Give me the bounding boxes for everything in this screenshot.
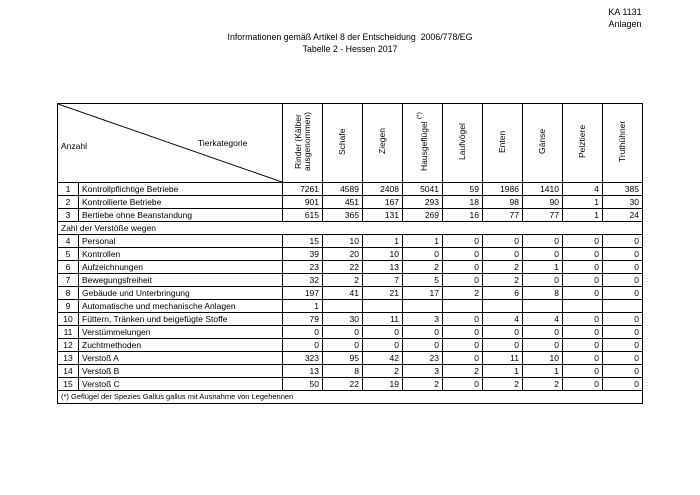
cell-value: 95 <box>323 352 363 365</box>
cell-value: 77 <box>483 209 523 222</box>
table-row <box>58 300 643 313</box>
cell-value: 615 <box>283 209 323 222</box>
cell-value: 16 <box>443 209 483 222</box>
row-label: Füttern, Tränken und beigefügte Stoffe <box>79 313 283 326</box>
cell-value: 4 <box>483 313 523 326</box>
table-header-row <box>58 104 643 183</box>
corner-reference <box>575 6 675 30</box>
cell-value: 1 <box>523 365 563 378</box>
table-row <box>58 365 643 378</box>
diagonal-divider-line <box>58 104 282 182</box>
table-row <box>58 274 643 287</box>
cell-value: 0 <box>603 235 643 248</box>
cell-value: 0 <box>443 352 483 365</box>
cell-value: 1410 <box>523 183 563 196</box>
row-label: Bertiebe ohne Beanstandung <box>79 209 283 222</box>
cell-value: 1 <box>563 209 603 222</box>
row-number: 7 <box>58 274 79 287</box>
row-label: Aufzeichnungen <box>79 261 283 274</box>
cell-value: 0 <box>443 313 483 326</box>
cell-value: 0 <box>443 261 483 274</box>
cell-value: 2 <box>443 287 483 300</box>
cell-value: 10 <box>363 248 403 261</box>
row-number: 12 <box>58 339 79 352</box>
cell-value: 77 <box>523 209 563 222</box>
cell-value: 50 <box>283 378 323 391</box>
hausgefluegel-footnote-marker: (*) <box>415 112 423 119</box>
cell-value: 4 <box>563 183 603 196</box>
table-row <box>58 196 643 209</box>
cell-value: 0 <box>563 378 603 391</box>
table-row <box>58 339 643 352</box>
table-row <box>58 235 643 248</box>
cell-value: 0 <box>323 326 363 339</box>
title-line2: Tabelle 2 - Hessen 2017 <box>302 44 398 54</box>
cell-value: 0 <box>283 339 323 352</box>
cell-value: 0 <box>563 313 603 326</box>
row-label: Kontrollen <box>79 248 283 261</box>
cell-value: 2 <box>323 274 363 287</box>
row-number: 4 <box>58 235 79 248</box>
cell-value: 197 <box>283 287 323 300</box>
corner-ref-line2: Anlagen <box>608 19 642 29</box>
cell-value <box>363 300 403 313</box>
cell-value: 13 <box>363 261 403 274</box>
cell-value: 0 <box>563 352 603 365</box>
cell-value: 42 <box>363 352 403 365</box>
cell-value: 269 <box>403 209 443 222</box>
cell-value: 0 <box>563 261 603 274</box>
row-label: Bewegungsfreiheit <box>79 274 283 287</box>
row-label: Gebäude und Unterbringung <box>79 287 283 300</box>
cell-value: 18 <box>443 196 483 209</box>
cell-value <box>603 300 643 313</box>
cell-value: 0 <box>603 248 643 261</box>
column-header-rinder-label: Rinder (Kälber ausgenommen) <box>292 111 312 172</box>
cell-value: 10 <box>523 352 563 365</box>
table-row <box>58 352 643 365</box>
cell-value: 0 <box>603 378 643 391</box>
cell-value: 0 <box>483 339 523 352</box>
row-label: Kontrollierte Betriebe <box>79 196 283 209</box>
document-title <box>0 31 700 55</box>
cell-value <box>523 300 563 313</box>
row-number: 14 <box>58 365 79 378</box>
cell-value: 0 <box>523 235 563 248</box>
column-header-laufvoegel <box>443 104 483 183</box>
cell-value: 2 <box>403 261 443 274</box>
cell-value: 21 <box>363 287 403 300</box>
cell-value: 0 <box>563 248 603 261</box>
cell-value: 22 <box>323 378 363 391</box>
column-header-truthuehner <box>603 104 643 183</box>
cell-value <box>563 300 603 313</box>
cell-value <box>323 300 363 313</box>
tierkategorie-label: Tierkategorie <box>198 138 248 148</box>
cell-value: 2 <box>403 378 443 391</box>
row-number: 13 <box>58 352 79 365</box>
cell-value: 0 <box>603 365 643 378</box>
cell-value: 2408 <box>363 183 403 196</box>
table-row <box>58 183 643 196</box>
cell-value: 0 <box>563 326 603 339</box>
cell-value: 2 <box>523 378 563 391</box>
cell-value: 7261 <box>283 183 323 196</box>
section-footnote <box>58 391 643 404</box>
column-header-hausgefluegel <box>403 104 443 183</box>
cell-value: 0 <box>523 274 563 287</box>
cell-value: 0 <box>603 339 643 352</box>
cell-value: 6 <box>483 287 523 300</box>
cell-value: 385 <box>603 183 643 196</box>
cell-value: 901 <box>283 196 323 209</box>
table-row <box>58 287 643 300</box>
row-number: 3 <box>58 209 79 222</box>
cell-value: 32 <box>283 274 323 287</box>
row-label: Kontrollpflichtige Betriebe <box>79 183 283 196</box>
cell-value: 0 <box>443 248 483 261</box>
cell-value: 0 <box>603 313 643 326</box>
cell-value: 0 <box>323 339 363 352</box>
cell-value: 1986 <box>483 183 523 196</box>
cell-value <box>403 300 443 313</box>
column-header-pelztiere <box>563 104 603 183</box>
row-label: Verstoß B <box>79 365 283 378</box>
footnote-row <box>58 391 643 404</box>
table-row <box>58 248 643 261</box>
footnote-text: (*) Geflügel der Spezies Gallus gallus mit Ausnahme von Legehennen <box>58 391 643 404</box>
cell-value: 323 <box>283 352 323 365</box>
cell-value: 23 <box>403 352 443 365</box>
cell-value: 4 <box>523 313 563 326</box>
cell-value: 19 <box>363 378 403 391</box>
column-header-truthuehner-label: Truthühner <box>617 120 627 163</box>
cell-value: 24 <box>603 209 643 222</box>
row-number: 8 <box>58 287 79 300</box>
cell-value: 1 <box>363 235 403 248</box>
cell-value: 0 <box>483 248 523 261</box>
section-separator-label: Zahl der Verstöße wegen <box>58 222 643 235</box>
cell-value: 15 <box>283 235 323 248</box>
cell-value: 8 <box>523 287 563 300</box>
cell-value: 90 <box>523 196 563 209</box>
cell-value: 131 <box>363 209 403 222</box>
hausgefluegel-text: Hausgeflügel <box>418 121 429 171</box>
cell-value: 0 <box>603 261 643 274</box>
row-label: Verstümmelungen <box>79 326 283 339</box>
column-header-rinder <box>283 104 323 183</box>
cell-value: 451 <box>323 196 363 209</box>
cell-value: 293 <box>403 196 443 209</box>
row-number: 10 <box>58 313 79 326</box>
column-header-enten <box>483 104 523 183</box>
cell-value: 3 <box>403 313 443 326</box>
cell-value: 0 <box>443 326 483 339</box>
cell-value: 1 <box>563 196 603 209</box>
cell-value: 0 <box>523 339 563 352</box>
cell-value: 0 <box>603 274 643 287</box>
cell-value: 1 <box>483 365 523 378</box>
cell-value: 0 <box>563 287 603 300</box>
cell-value: 0 <box>563 339 603 352</box>
cell-value: 5 <box>403 274 443 287</box>
row-number: 11 <box>58 326 79 339</box>
cell-value: 79 <box>283 313 323 326</box>
title-line1: Informationen gemäß Artikel 8 der Entscheidung 2006/778/EG <box>227 32 473 42</box>
cell-value: 0 <box>523 326 563 339</box>
cell-value: 5041 <box>403 183 443 196</box>
table-row <box>58 378 643 391</box>
cell-value: 0 <box>563 235 603 248</box>
animal-welfare-table <box>57 103 643 404</box>
column-header-schafe-label: Schafe <box>337 128 347 155</box>
row-number: 2 <box>58 196 79 209</box>
cell-value: 30 <box>603 196 643 209</box>
row-label: Automatische und mechanische Anlagen <box>79 300 283 313</box>
cell-value: 2 <box>483 378 523 391</box>
cell-value: 41 <box>323 287 363 300</box>
cell-value: 0 <box>603 352 643 365</box>
cell-value: 1 <box>403 235 443 248</box>
row-number: 6 <box>58 261 79 274</box>
cell-value: 11 <box>363 313 403 326</box>
column-header-enten-label: Enten <box>497 130 507 153</box>
section-betriebe <box>58 183 643 222</box>
cell-value: 0 <box>363 339 403 352</box>
cell-value: 7 <box>363 274 403 287</box>
cell-value: 167 <box>363 196 403 209</box>
cell-value: 2 <box>443 365 483 378</box>
corner-ref-line1: KA 1131 <box>608 7 642 17</box>
anzahl-label: Anzahl <box>61 141 87 151</box>
row-number: 15 <box>58 378 79 391</box>
table-row <box>58 209 643 222</box>
cell-value: 0 <box>443 339 483 352</box>
cell-value: 23 <box>283 261 323 274</box>
cell-value: 20 <box>323 248 363 261</box>
row-number: 9 <box>58 300 79 313</box>
row-number: 1 <box>58 183 79 196</box>
row-label: Verstoß A <box>79 352 283 365</box>
column-header-ziegen-label: Ziegen <box>377 128 387 155</box>
column-header-hausgefluegel-label <box>417 105 429 178</box>
column-header-gaense-label: Gänse <box>537 128 547 155</box>
cell-value: 2 <box>363 365 403 378</box>
column-header-pelztiere-label: Pelztiere <box>577 124 587 159</box>
cell-value: 39 <box>283 248 323 261</box>
column-header-laufvoegel-label: Laufvögel <box>457 123 467 160</box>
cell-value: 0 <box>403 248 443 261</box>
row-label: Personal <box>79 235 283 248</box>
cell-value: 365 <box>323 209 363 222</box>
cell-value: 17 <box>403 287 443 300</box>
column-header-schafe <box>323 104 363 183</box>
cell-value: 30 <box>323 313 363 326</box>
cell-value: 59 <box>443 183 483 196</box>
table-row <box>58 326 643 339</box>
cell-value: 4589 <box>323 183 363 196</box>
cell-value: 0 <box>443 235 483 248</box>
row-number: 5 <box>58 248 79 261</box>
cell-value: 0 <box>483 235 523 248</box>
row-label: Verstoß C <box>79 378 283 391</box>
cell-value: 2 <box>483 274 523 287</box>
cell-value <box>443 300 483 313</box>
cell-value: 1 <box>523 261 563 274</box>
section-verstoesse-header <box>58 222 643 235</box>
cell-value: 1 <box>283 300 323 313</box>
table-row <box>58 261 643 274</box>
cell-value: 0 <box>283 326 323 339</box>
cell-value: 2 <box>483 261 523 274</box>
cell-value: 0 <box>523 248 563 261</box>
cell-value: 0 <box>603 326 643 339</box>
cell-value: 22 <box>323 261 363 274</box>
cell-value <box>483 300 523 313</box>
column-header-ziegen <box>363 104 403 183</box>
row-label: Zuchtmethoden <box>79 339 283 352</box>
cell-value: 0 <box>403 339 443 352</box>
cell-value: 0 <box>443 378 483 391</box>
cell-value: 3 <box>403 365 443 378</box>
table-row <box>58 313 643 326</box>
cell-value: 0 <box>443 274 483 287</box>
section-verstoesse <box>58 235 643 391</box>
cell-value: 0 <box>603 287 643 300</box>
cell-value: 0 <box>483 326 523 339</box>
section-separator-row <box>58 222 643 235</box>
cell-value: 11 <box>483 352 523 365</box>
column-header-gaense <box>523 104 563 183</box>
cell-value: 0 <box>563 365 603 378</box>
cell-value: 0 <box>363 326 403 339</box>
cell-value: 0 <box>403 326 443 339</box>
cell-value: 13 <box>283 365 323 378</box>
anzahl-tierkategorie-header-cell <box>58 104 283 183</box>
cell-value: 98 <box>483 196 523 209</box>
cell-value: 10 <box>323 235 363 248</box>
cell-value: 8 <box>323 365 363 378</box>
cell-value: 0 <box>563 274 603 287</box>
